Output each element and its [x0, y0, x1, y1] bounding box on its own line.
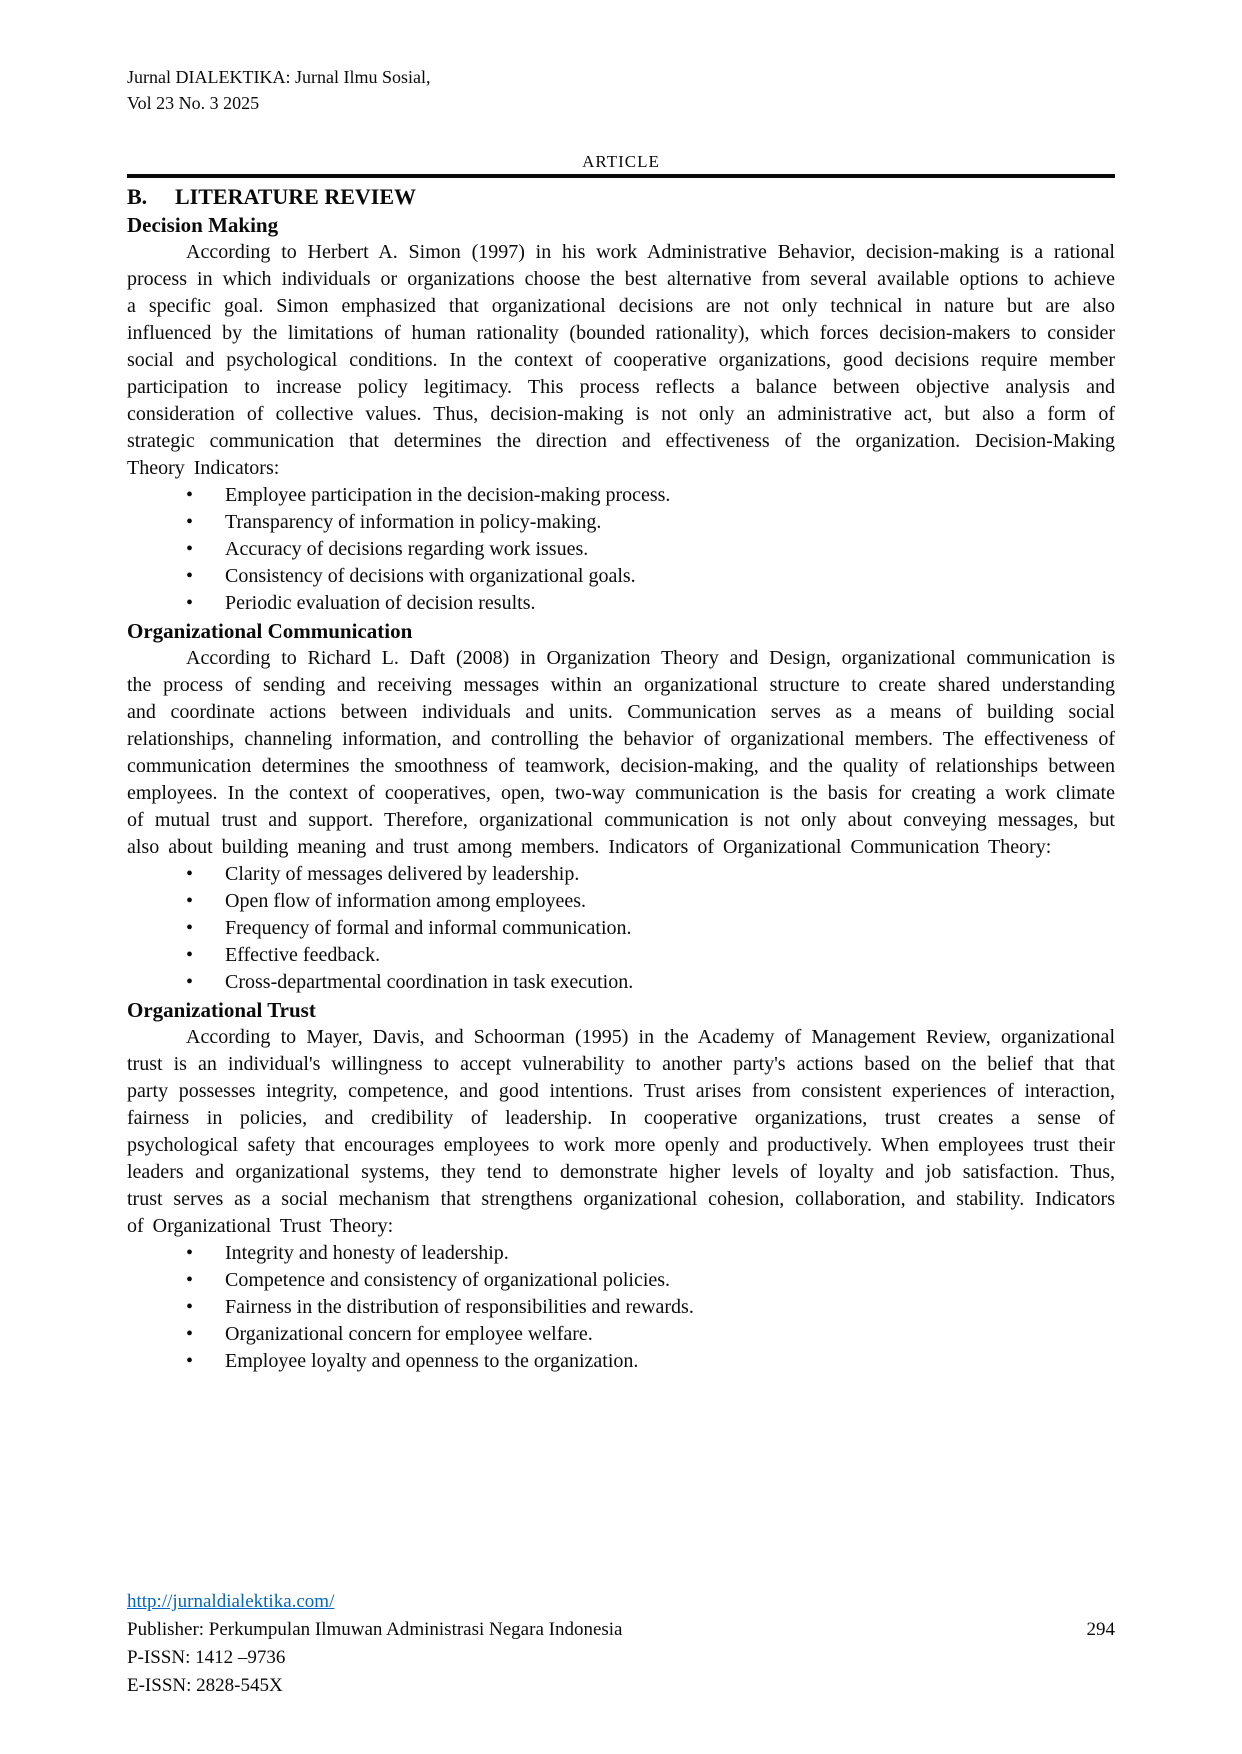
subsection-paragraph: According to Herbert A. Simon (1997) in his work Administrative Behavior, decision-making is a rational process in which individuals or organizations choose the best alternative from several available options to achieve a specific goal. Simon emphasized that organizational decisions are not only technical in nature but are also influenced by the limitations of human rationality (bounded rationality), which forces decision-makers to consider social and psychological conditions. In the context of cooperative organizations, good decisions require member participation to increase policy legitimacy. This process reflects a balance between objective analysis and consideration of collective values. Thus, decision-making is not only an administrative act, but also a form of strategic communication that determines the direction and effectiveness of the organization. Decision-Making Theory Indicators: — [127, 241, 1115, 479]
journal-title: Jurnal DIALEKTIKA: Jurnal Ilmu Sosial, — [127, 67, 431, 87]
page-number: 294 — [1086, 1619, 1115, 1640]
list-item: • Integrity and honesty of leadership. — [127, 1240, 1115, 1267]
publisher-text: Publisher: Perkumpulan Ilmuwan Administrasi Negara Indonesia — [127, 1619, 623, 1640]
indicator-list-organizational-communication — [127, 861, 1115, 996]
subsection-paragraph: According to Mayer, Davis, and Schoorman (1995) in the Academy of Management Review, organizational trust is an individual's willingness to accept vulnerability to another party's actions based on the belief that that party possesses integrity, competence, and good intentions. Trust arises from consistent experiences of interaction, fairness in policies, and credibility of leadership. In cooperative organizations, trust creates a sense of psychological safety that encourages employees to work more openly and productively. When employees trust their leaders and organizational systems, they tend to demonstrate higher levels of loyalty and job satisfaction. Thus, trust serves as a social mechanism that strengthens organizational cohesion, collaboration, and stability. Indicators of Organizational Trust Theory: — [127, 1026, 1115, 1237]
list-item: • Consistency of decisions with organizational goals. — [127, 563, 1115, 590]
running-header — [127, 64, 1115, 116]
e-issn: E-ISSN: 2828-545X — [127, 1675, 283, 1696]
subsection-decision-making — [127, 211, 1115, 617]
header-rule — [127, 174, 1115, 178]
page-footer — [127, 1588, 1115, 1700]
indicator-list-decision-making — [127, 482, 1115, 617]
subsection-organizational-communication — [127, 617, 1115, 996]
list-item: • Accuracy of decisions regarding work issues. — [127, 536, 1115, 563]
list-item: • Effective feedback. — [127, 942, 1115, 969]
subsection-title: Decision Making — [127, 213, 279, 237]
subsection-title: Organizational Trust — [127, 998, 316, 1022]
subsection-title: Organizational Communication — [127, 619, 413, 643]
list-item: • Clarity of messages delivered by leadership. — [127, 861, 1115, 888]
journal-volume: Vol 23 No. 3 2025 — [127, 93, 260, 113]
list-item: • Organizational concern for employee welfare. — [127, 1321, 1115, 1348]
indicator-list-organizational-trust — [127, 1240, 1115, 1375]
journal-website-link[interactable]: http://jurnaldialektika.com/ — [127, 1591, 335, 1612]
section-heading-literature-review — [127, 182, 1115, 211]
list-item: • Employee participation in the decision-making process. — [127, 482, 1115, 509]
list-item: • Frequency of formal and informal communication. — [127, 915, 1115, 942]
section-title: LITERATURE REVIEW — [175, 184, 417, 209]
article-type-label: ARTICLE — [582, 152, 660, 171]
list-item: • Transparency of information in policy-making. — [127, 509, 1115, 536]
list-item: • Competence and consistency of organizational policies. — [127, 1267, 1115, 1294]
section-letter: B. — [127, 184, 148, 209]
list-item: • Employee loyalty and openness to the organization. — [127, 1348, 1115, 1375]
list-item: • Fairness in the distribution of responsibilities and rewards. — [127, 1294, 1115, 1321]
list-item: • Open flow of information among employees. — [127, 888, 1115, 915]
p-issn: P-ISSN: 1412 –9736 — [127, 1647, 286, 1668]
list-item: • Cross-departmental coordination in task execution. — [127, 969, 1115, 996]
subsection-organizational-trust — [127, 996, 1115, 1375]
list-item: • Periodic evaluation of decision results. — [127, 590, 1115, 617]
subsection-paragraph: According to Richard L. Daft (2008) in Organization Theory and Design, organizational communication is the process of sending and receiving messages within an organizational structure to create shared understanding and coordinate actions between individuals and units. Communication serves as a means of building social relationships, channeling information, and controlling the behavior of organizational members. The effectiveness of communication determines the smoothness of teamwork, decision-making, and the quality of relationships between employees. In the context of cooperatives, open, two-way communication is the basis for creating a work climate of mutual trust and support. Therefore, organizational communication is not only about conveying messages, but also about building meaning and trust among members. Indicators of Organizational Communication Theory: — [127, 647, 1115, 858]
